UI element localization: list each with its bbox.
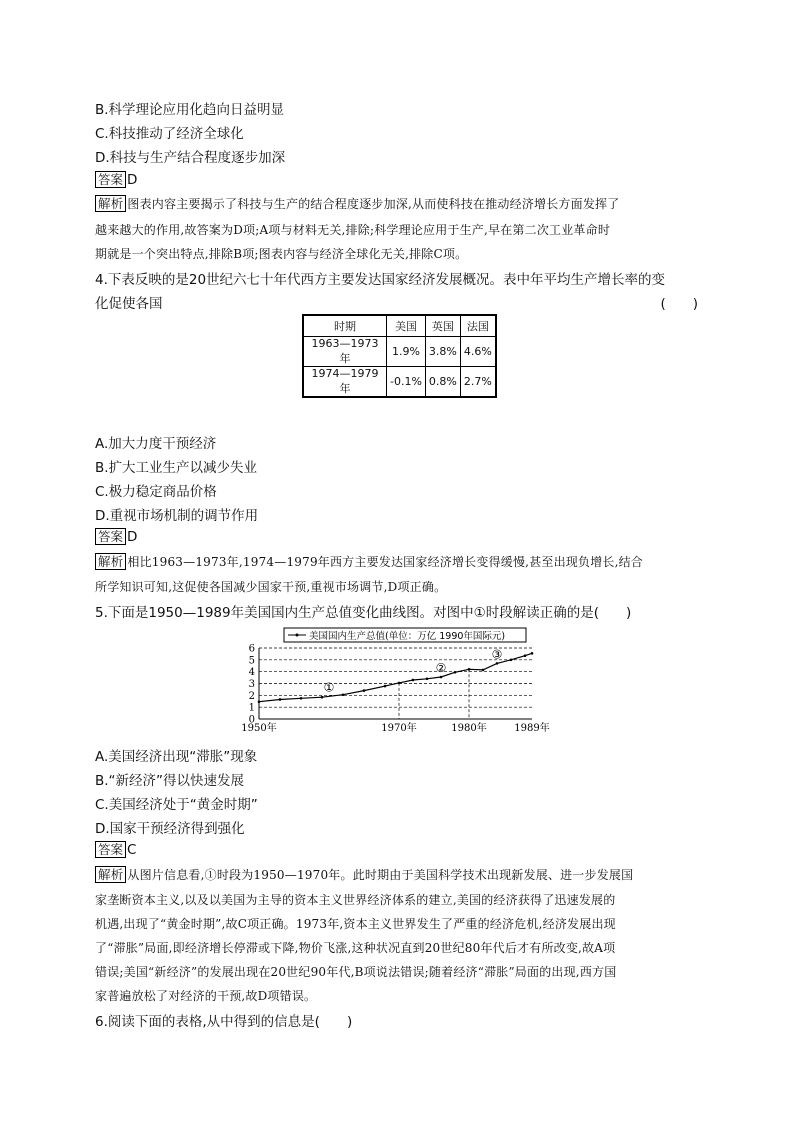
x-tick-label: 1989年 <box>514 723 550 734</box>
q5-option-c: C.美国经济处于“黄金时期” <box>95 797 258 813</box>
data-point <box>279 698 282 701</box>
period-annotation: ③ <box>491 647 503 662</box>
q5-analysis-line-3: 机遇,出现了“黄金时期”,故C项正确。1973年,资本主义世界发生了严重的经济危机,经济发展出现 <box>95 917 616 931</box>
q4-option-c: C.极力稳定商品价格 <box>95 484 217 500</box>
data-point <box>510 659 513 662</box>
table-cell: 1974—1979年 <box>303 367 387 398</box>
data-point <box>300 697 303 700</box>
q3-answer <box>95 171 137 188</box>
data-point <box>468 668 471 671</box>
answer-value: D <box>127 172 138 188</box>
data-point <box>440 676 443 679</box>
q5-analysis-line-4: 了“滞胀”局面,即经济增长停滞或下降,物价飞涨,这种状况直到20世纪80年代后才有所改变,故A项 <box>95 941 616 955</box>
table-cell: 0.8% <box>425 367 460 398</box>
q3-option-d: D.科技与生产结合程度逐步加深 <box>95 150 286 166</box>
table-header: 时期 <box>303 315 387 337</box>
table-cell: 1.9% <box>387 337 426 367</box>
data-point <box>426 677 429 680</box>
q4-option-b: B.扩大工业生产以减少失业 <box>95 460 258 476</box>
q5-analysis-line-6: 家普遍放松了对经济的干预,故D项错误。 <box>95 989 317 1003</box>
table-cell: 1963—1973年 <box>303 337 387 367</box>
answer-label: 答案 <box>95 171 126 188</box>
q3-analysis-line-1: 解析 图表内容主要揭示了科技与生产的结合程度逐步加深,从而使科技在推动经济增长方面发挥了 <box>95 195 619 212</box>
table-cell: -0.1% <box>387 367 426 398</box>
table-cell: 3.8% <box>425 337 460 367</box>
table-cell: 4.6% <box>460 337 495 367</box>
data-point <box>482 669 485 672</box>
y-tick-label: 6 <box>248 643 255 655</box>
data-point <box>412 679 415 682</box>
data-point <box>524 654 527 657</box>
q4-option-d: D.重视市场机制的调节作用 <box>95 508 259 524</box>
q5-answer <box>95 841 136 858</box>
q5-option-a: A.美国经济出现“滞胀”现象 <box>95 749 258 765</box>
y-tick-label: 5 <box>248 655 255 667</box>
chart-reference-lines <box>399 669 469 719</box>
data-point <box>496 662 499 665</box>
chart-legend <box>284 628 526 642</box>
table-header: 英国 <box>425 315 460 337</box>
answer-label: 答案 <box>95 528 126 545</box>
table-header: 法国 <box>460 315 495 337</box>
table-cell: 2.7% <box>460 367 495 398</box>
answer-value: D <box>127 529 138 545</box>
y-tick-label: 0 <box>248 714 255 726</box>
q5-option-d: D.国家干预经济得到强化 <box>95 821 245 837</box>
data-point <box>258 700 261 703</box>
q3-analysis-line-2: 越来越大的作用,故答案为D项;A项与材料无关,排除;科学理论应用于生产,早在第二次工业革命时 <box>95 223 611 237</box>
q4-analysis-line-2: 所学知识可知,这促使各国减少国家干预,重视市场调节,D项正确。 <box>95 580 447 594</box>
q5-analysis-line-1: 解析 从图片信息看,①时段为1950—1970年。此时期由于美国科学技术出现新发展、进一步发展国 <box>95 866 633 883</box>
chart-x-ticks <box>241 721 549 734</box>
chart-legend-text: 美国国内生产总值(单位：万亿 1990年国际元) <box>309 631 506 642</box>
answer-label: 答案 <box>95 841 126 858</box>
chart-annotations <box>324 647 503 694</box>
analysis-label: 解析 <box>95 866 126 883</box>
gdp-line-chart <box>241 623 556 738</box>
answer-value: C <box>127 842 137 858</box>
data-point <box>321 696 324 699</box>
q4-data-table <box>302 314 497 398</box>
q4-answer-blank: ( ) <box>660 296 698 312</box>
data-point <box>363 689 366 692</box>
data-point <box>384 685 387 688</box>
table-header: 美国 <box>387 315 426 337</box>
q4-answer <box>95 528 137 545</box>
y-tick-label: 2 <box>248 690 255 702</box>
q6-stem: 6.阅读下面的表格,从中得到的信息是( ) <box>95 1014 353 1030</box>
x-tick-label: 1950年 <box>241 723 277 734</box>
q4-stem-line-1: 4.下表反映的是20世纪六七十年代西方主要发达国家经济发展概况。表中年平均生产增长率的变 <box>95 272 666 288</box>
q4-option-a: A.加大力度干预经济 <box>95 436 217 452</box>
y-tick-label: 4 <box>248 667 255 679</box>
q3-analysis-line-3: 期就是一个突出特点,排除B项;图表内容与经济全球化无关,排除C项。 <box>95 247 468 261</box>
y-tick-label: 3 <box>248 679 255 690</box>
chart-y-ticks <box>249 644 255 726</box>
analysis-label: 解析 <box>95 553 126 570</box>
q4-stem-line-2: 化促使各国 <box>95 296 163 312</box>
q5-option-b: B.“新经济”得以快速发展 <box>95 773 245 789</box>
analysis-label: 解析 <box>95 195 126 212</box>
q3-option-b: B.科学理论应用化趋向日益明显 <box>95 102 285 118</box>
period-annotation: ② <box>435 660 447 675</box>
q3-option-c: C.科技推动了经济全球化 <box>95 126 244 142</box>
y-tick-label: 1 <box>248 702 255 714</box>
data-point <box>454 671 457 674</box>
x-tick-label: 1970年 <box>381 723 417 734</box>
data-point <box>531 652 534 655</box>
period-annotation: ① <box>323 680 335 695</box>
q5-stem: 5.下面是1950—1989年美国国内生产总值变化曲线图。对图中①时段解读正确的是( ) <box>95 605 632 621</box>
data-point <box>398 682 401 685</box>
q5-analysis-line-5: 错误;美国“新经济”的发展出现在20世纪90年代,B项说法错误;随着经济“滞胀”局面的出现,西方国 <box>95 965 617 979</box>
q4-analysis-line-1: 解析 相比1963—1973年,1974—1979年西方主要发达国家经济增长变得缓慢,甚至出现负增长,结合 <box>95 553 643 570</box>
q5-analysis-line-2: 家垄断资本主义,以及以美国为主导的资本主义世界经济体系的建立,美国的经济获得了迅速发展的 <box>95 893 616 907</box>
x-tick-label: 1980年 <box>451 723 487 734</box>
data-point <box>342 693 345 696</box>
